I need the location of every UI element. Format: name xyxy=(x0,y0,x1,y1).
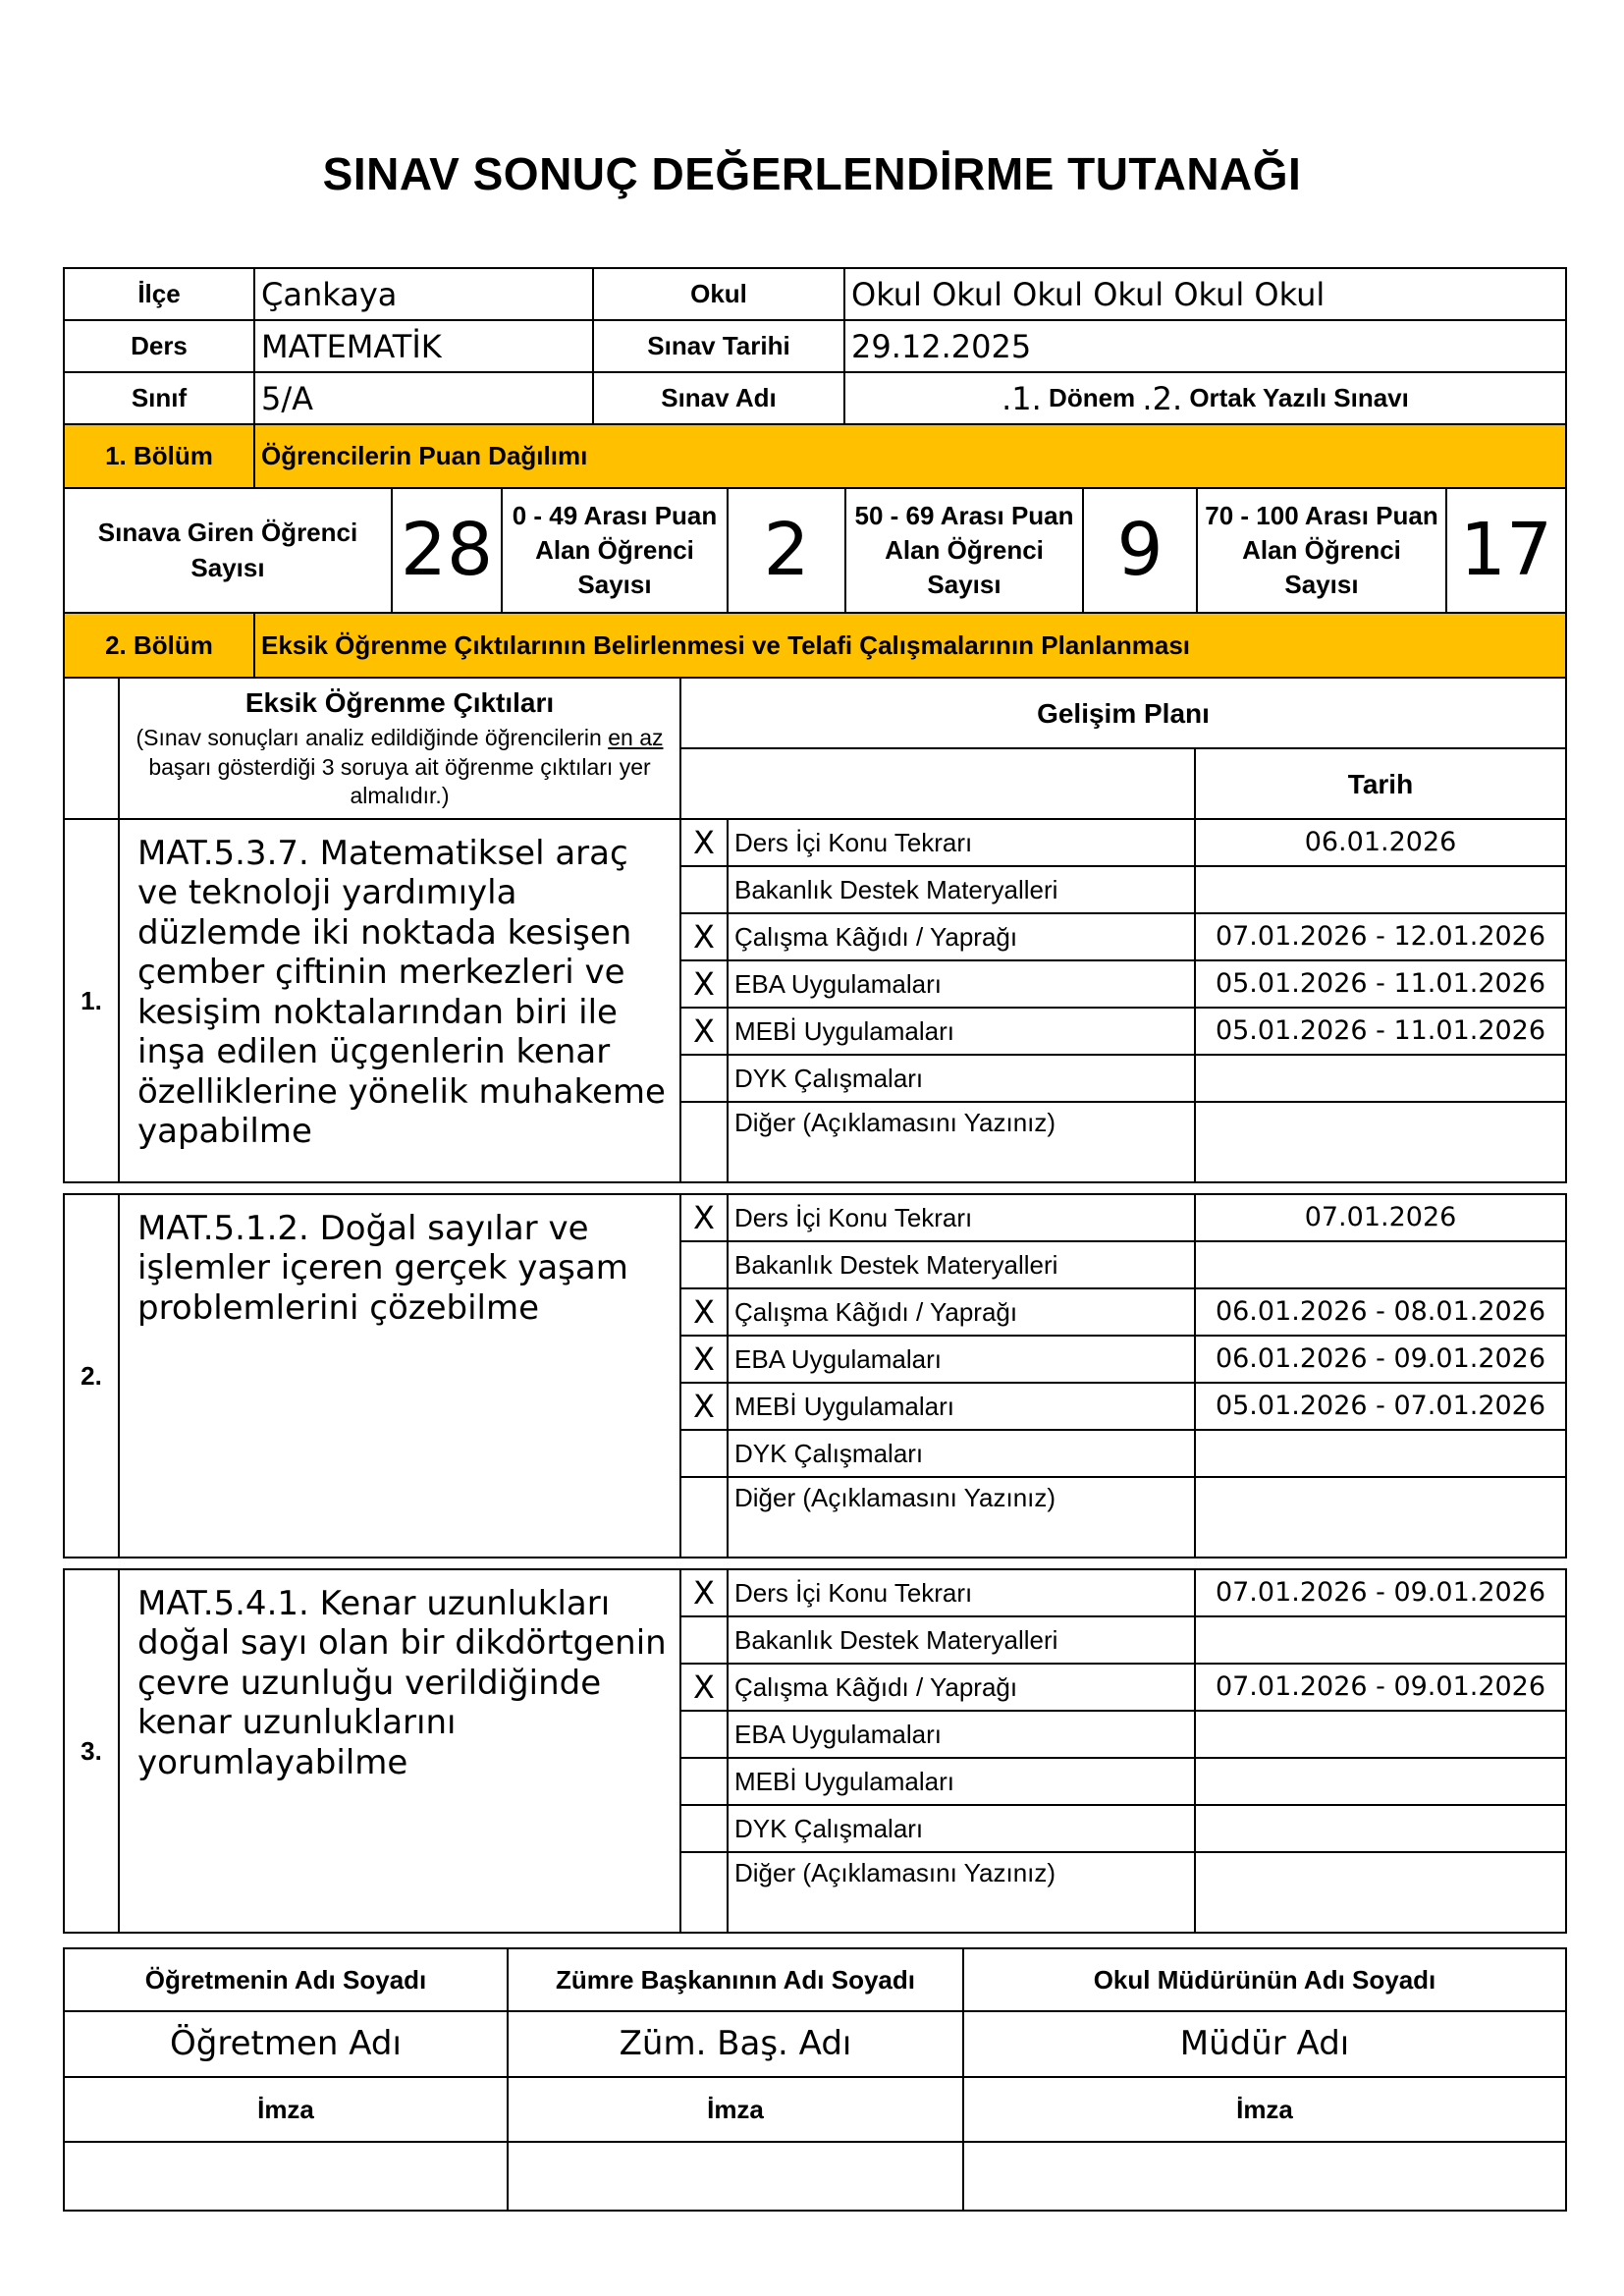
plan-checkbox[interactable]: X xyxy=(679,1287,729,1337)
plan-checkbox[interactable] xyxy=(679,1615,729,1665)
plan-date: 07.01.2026 - 09.01.2026 xyxy=(1194,1663,1567,1712)
outcomes-header xyxy=(118,677,681,820)
plan-checkbox[interactable]: X xyxy=(679,818,729,867)
plan-checkbox[interactable] xyxy=(679,1101,729,1183)
plan-checkbox[interactable]: X xyxy=(679,1568,729,1617)
range1-value: 2 xyxy=(727,487,846,614)
ortak-text: Ortak Yazılı Sınavı xyxy=(1182,383,1409,413)
donem-number: .1. xyxy=(1001,379,1042,417)
plan-checkbox[interactable]: X xyxy=(679,1663,729,1712)
range3-label: 70 - 100 Arası Puan Alan Öğrenci Sayısı xyxy=(1196,487,1447,614)
plan-header: Gelişim Planı xyxy=(679,677,1567,749)
num-header-cell xyxy=(63,677,120,820)
ders-value: MATEMATİK xyxy=(253,319,594,373)
range2-value: 9 xyxy=(1082,487,1198,614)
plan-subheader-blank xyxy=(679,747,1196,820)
plan-item-label: MEBİ Uygulamaları xyxy=(727,1382,1196,1431)
plan-checkbox[interactable] xyxy=(679,1429,729,1478)
okul-label: Okul xyxy=(592,267,845,321)
plan-date xyxy=(1194,1615,1567,1665)
plan-checkbox[interactable] xyxy=(679,1710,729,1759)
range1-label: 0 - 49 Arası Puan Alan Öğrenci Sayısı xyxy=(501,487,729,614)
outcome-text: MAT.5.4.1. Kenar uzunlukları doğal sayı olan bir dikdörtgenin çevre uzunluğu verildiğinde kenar uzunluklarını yorumlayabilme xyxy=(118,1568,681,1934)
row-number: 3. xyxy=(63,1568,120,1934)
zumre-name: Züm. Baş. Adı xyxy=(507,2010,964,2078)
section1-label: 1. Bölüm xyxy=(63,423,255,489)
outcome-text: MAT.5.1.2. Doğal sayılar ve işlemler içeren gerçek yaşam problemlerini çözebilme xyxy=(118,1193,681,1558)
teacher-signature-box[interactable] xyxy=(63,2141,509,2212)
plan-item-label: EBA Uygulamaları xyxy=(727,1710,1196,1759)
date-header: Tarih xyxy=(1194,747,1567,820)
ders-label: Ders xyxy=(63,319,255,373)
sinif-label: Sınıf xyxy=(63,371,255,425)
plan-date: 06.01.2026 - 08.01.2026 xyxy=(1194,1287,1567,1337)
mudur-imza-label: İmza xyxy=(962,2076,1567,2143)
zumre-label: Zümre Başkanının Adı Soyadı xyxy=(507,1947,964,2012)
plan-date: 05.01.2026 - 11.01.2026 xyxy=(1194,1007,1567,1056)
plan-checkbox[interactable]: X xyxy=(679,1193,729,1242)
giren-label: Sınava Giren Öğrenci Sayısı xyxy=(63,487,393,614)
row-number: 1. xyxy=(63,818,120,1183)
plan-date xyxy=(1194,1851,1567,1934)
plan-checkbox[interactable]: X xyxy=(679,959,729,1009)
mudur-signature-box[interactable] xyxy=(962,2141,1567,2212)
plan-checkbox[interactable]: X xyxy=(679,1007,729,1056)
range3-value: 17 xyxy=(1445,487,1567,614)
plan-item-label: DYK Çalışmaları xyxy=(727,1804,1196,1853)
sinav-adi-label: Sınav Adı xyxy=(592,371,845,425)
mudur-label: Okul Müdürünün Adı Soyadı xyxy=(962,1947,1567,2012)
plan-item-label: EBA Uygulamaları xyxy=(727,1335,1196,1384)
okul-value: Okul Okul Okul Okul Okul Okul xyxy=(843,267,1567,321)
zumre-imza-label: İmza xyxy=(507,2076,964,2143)
ilce-label: İlçe xyxy=(63,267,255,321)
plan-date: 07.01.2026 xyxy=(1194,1193,1567,1242)
plan-date: 05.01.2026 - 07.01.2026 xyxy=(1194,1382,1567,1431)
plan-item-label: Ders İçi Konu Tekrarı xyxy=(727,1568,1196,1617)
teacher-name: Öğretmen Adı xyxy=(63,2010,509,2078)
plan-checkbox[interactable] xyxy=(679,1240,729,1289)
plan-item-label: DYK Çalışmaları xyxy=(727,1429,1196,1478)
section2-label: 2. Bölüm xyxy=(63,612,255,679)
mudur-name: Müdür Adı xyxy=(962,2010,1567,2078)
note-part1: (Sınav sonuçları analiz edildiğinde öğrencilerin xyxy=(135,724,602,750)
plan-date: 05.01.2026 - 11.01.2026 xyxy=(1194,959,1567,1009)
plan-item-label: MEBİ Uygulamaları xyxy=(727,1007,1196,1056)
plan-checkbox[interactable] xyxy=(679,1054,729,1103)
teacher-imza-label: İmza xyxy=(63,2076,509,2143)
zumre-signature-box[interactable] xyxy=(507,2141,964,2212)
plan-date xyxy=(1194,865,1567,914)
plan-checkbox[interactable]: X xyxy=(679,1382,729,1431)
plan-date: 07.01.2026 - 09.01.2026 xyxy=(1194,1568,1567,1617)
plan-item-label: Bakanlık Destek Materyalleri xyxy=(727,865,1196,914)
plan-item-label: Çalışma Kâğıdı / Yaprağı xyxy=(727,1287,1196,1337)
plan-checkbox[interactable] xyxy=(679,1804,729,1853)
note-part2: başarı gösterdiği 3 soruya ait öğrenme çıktıları yer almalıdır.) xyxy=(148,753,651,809)
plan-item-label: Çalışma Kâğıdı / Yaprağı xyxy=(727,912,1196,961)
plan-item-label: Diğer (Açıklamasını Yazınız) xyxy=(727,1851,1196,1934)
donem-text: Dönem xyxy=(1041,383,1143,413)
plan-item-label: Bakanlık Destek Materyalleri xyxy=(727,1240,1196,1289)
sinav-adi-value xyxy=(843,371,1567,425)
plan-item-label: Ders İçi Konu Tekrarı xyxy=(727,1193,1196,1242)
plan-item-label: DYK Çalışmaları xyxy=(727,1054,1196,1103)
plan-item-label: Diğer (Açıklamasını Yazınız) xyxy=(727,1101,1196,1183)
plan-checkbox[interactable]: X xyxy=(679,1335,729,1384)
plan-item-label: Çalışma Kâğıdı / Yaprağı xyxy=(727,1663,1196,1712)
giren-value: 28 xyxy=(391,487,503,614)
plan-date xyxy=(1194,1054,1567,1103)
plan-date xyxy=(1194,1757,1567,1806)
plan-date xyxy=(1194,1429,1567,1478)
plan-checkbox[interactable]: X xyxy=(679,912,729,961)
plan-date xyxy=(1194,1240,1567,1289)
sinav-tarihi-value: 29.12.2025 xyxy=(843,319,1567,373)
plan-item-label: EBA Uygulamaları xyxy=(727,959,1196,1009)
plan-item-label: Ders İçi Konu Tekrarı xyxy=(727,818,1196,867)
teacher-label: Öğretmenin Adı Soyadı xyxy=(63,1947,509,2012)
plan-checkbox[interactable] xyxy=(679,1851,729,1934)
note-en-az: en az xyxy=(608,724,664,750)
plan-item-label: Diğer (Açıklamasını Yazınız) xyxy=(727,1476,1196,1558)
page-title: SINAV SONUÇ DEĞERLENDİRME TUTANAĞI xyxy=(322,148,1302,199)
plan-item-label: MEBİ Uygulamaları xyxy=(727,1757,1196,1806)
plan-date: 06.01.2026 xyxy=(1194,818,1567,867)
plan-date xyxy=(1194,1476,1567,1558)
outcomes-header-title: Eksik Öğrenme Çıktıları xyxy=(244,686,555,718)
section1-title: Öğrencilerin Puan Dağılımı xyxy=(253,423,1567,489)
plan-item-label: Bakanlık Destek Materyalleri xyxy=(727,1615,1196,1665)
outcomes-header-note xyxy=(134,724,666,812)
plan-checkbox[interactable] xyxy=(679,865,729,914)
sinav-tarihi-label: Sınav Tarihi xyxy=(592,319,845,373)
ilce-value: Çankaya xyxy=(253,267,594,321)
ortak-number: .2. xyxy=(1142,379,1183,417)
plan-date: 06.01.2026 - 09.01.2026 xyxy=(1194,1335,1567,1384)
outcome-text: MAT.5.3.7. Matematiksel araç ve teknoloji yardımıyla düzlemde iki noktada kesişen çember çiftinin merkezleri ve kesişim noktalarından biri ile inşa edilen üçgenlerin kenar özelliklerine yönelik muhakeme yapabilme xyxy=(118,818,681,1183)
sinif-value: 5/A xyxy=(253,371,594,425)
plan-date xyxy=(1194,1101,1567,1183)
plan-date: 07.01.2026 - 12.01.2026 xyxy=(1194,912,1567,961)
plan-date xyxy=(1194,1710,1567,1759)
plan-checkbox[interactable] xyxy=(679,1476,729,1558)
row-number: 2. xyxy=(63,1193,120,1558)
range2-label: 50 - 69 Arası Puan Alan Öğrenci Sayısı xyxy=(844,487,1084,614)
plan-date xyxy=(1194,1804,1567,1853)
plan-checkbox[interactable] xyxy=(679,1757,729,1806)
section2-title: Eksik Öğrenme Çıktılarının Belirlenmesi ve Telafi Çalışmalarının Planlanması xyxy=(253,612,1567,679)
